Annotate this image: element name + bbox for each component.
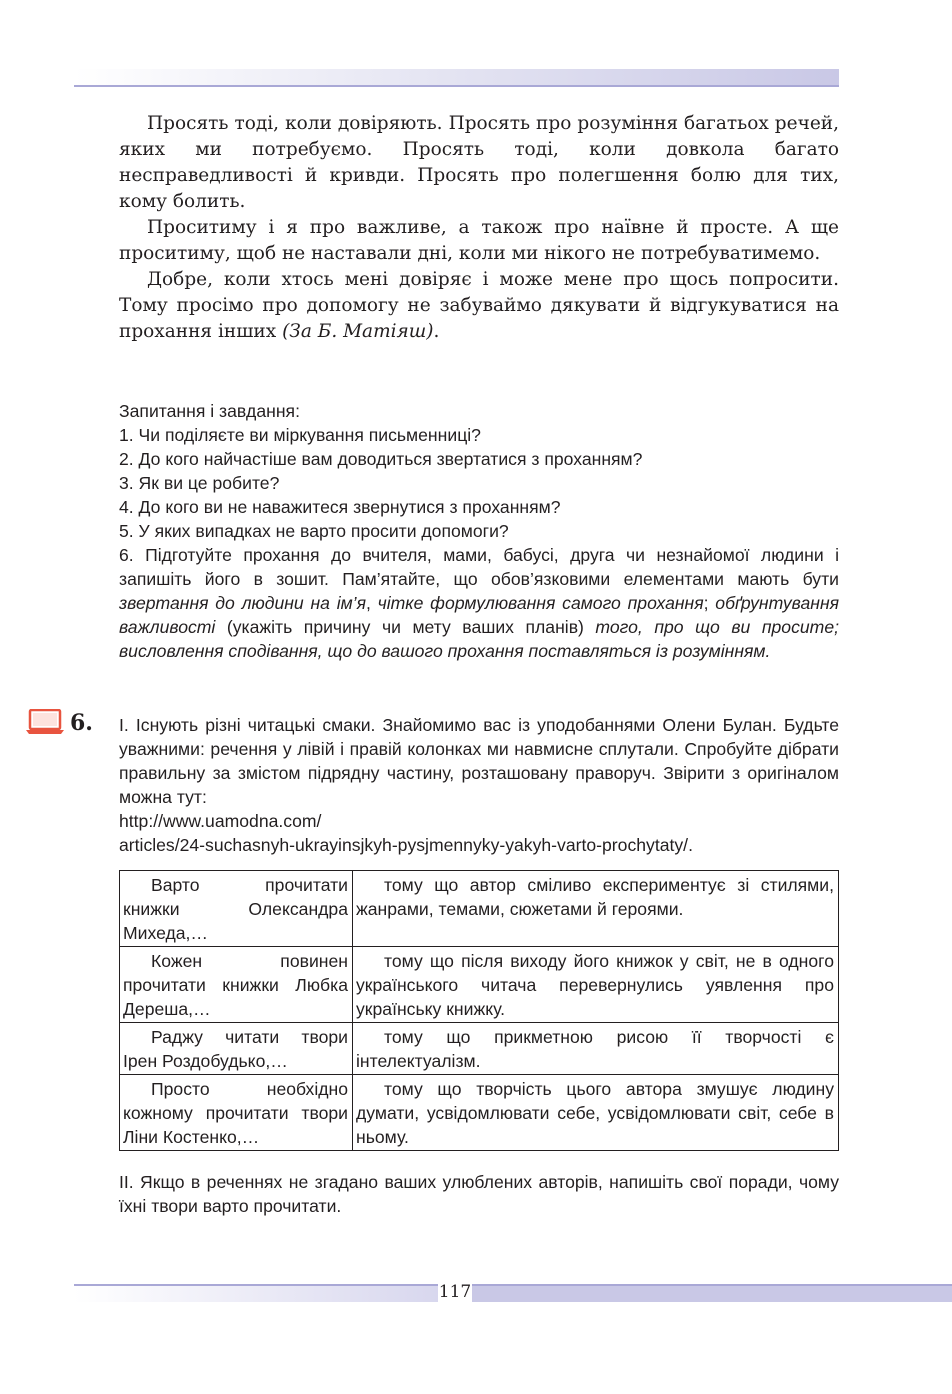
task-part-2: ІІ. Якщо в реченнях не згадано ваших улюблених авторів, напишіть свої поради, чому їхні твори варто прочитати. (119, 1172, 839, 1216)
table-cell-left: Раджу читати твори Ірен Роздобудько,… (120, 1023, 353, 1075)
question-item: 5. У яких випадках не варто просити допомоги? (119, 521, 509, 541)
q6-emph-f: обґрунтування важливості (119, 593, 840, 637)
table-cell-left: Кожен повинен прочитати книжки Любка Дереша,… (120, 947, 353, 1023)
reading-paragraph-1: Просять тоді, коли довіряють. Просять про розуміння багатьох речей, яких ми потребуємо. Просять тоді, коли довкола багато несправедливості й кривди. Просять про полегшення болю для тих, кому болить. (119, 113, 839, 212)
table-cell-right: тому що автор сміливо експериментує зі стилями, жанрами, темами, сюжетами й героями. (353, 871, 839, 947)
q6-text-g: (укажіть причину чи мету ваших планів) (215, 617, 596, 637)
table-row (120, 871, 839, 947)
task-number: 6. (70, 710, 93, 736)
questions-block (119, 399, 839, 663)
q6-emph-h: того, про що ви просите; висловлення сподівання, що до вашого прохання поставляться із розумінням. (119, 617, 839, 661)
reading-paragraph-2: Проситиму і я про важливе, а також про наївне й просте. А ще проситиму, щоб не наставали дні, коли ми нікого не потребуватимемо. (119, 217, 839, 264)
question-item-6 (119, 543, 839, 663)
table-row (120, 1023, 839, 1075)
question-item: 2. До кого найчастіше вам доводиться звертатися з проханням? (119, 449, 643, 469)
header-decor-bar (74, 69, 839, 87)
reading-source: (За Б. Матіяш) (282, 321, 434, 342)
reading-end: . (433, 321, 440, 342)
table-cell-right: тому що після виходу його книжок у світ, не в одного українського читача перевернулись уявлення про українську книжку. (353, 947, 839, 1023)
q6-text-a: 6. Підготуйте прохання до вчителя, мами, бабусі, друга чи незнайомої людини і запишіть його в зошит. Пам’ятайте, що обов’язковими елементами мають бути (119, 545, 839, 589)
laptop-icon (25, 709, 65, 735)
questions-heading: Запитання і завдання: (119, 401, 300, 421)
question-item: 4. До кого ви не наважитеся звернутися з проханням? (119, 497, 561, 517)
question-item: 3. Як ви це робите? (119, 473, 280, 493)
table-row (120, 947, 839, 1023)
reading-text (119, 111, 839, 345)
task-link-line-2[interactable]: articles/24-suchasnyh-ukrayinsjkyh-pysjmennyky-yakyh-varto-prochytaty/. (119, 835, 693, 855)
q6-text-e: ; (703, 593, 716, 613)
q6-text-c: , (365, 593, 378, 613)
table-row (120, 1075, 839, 1151)
reading-paragraph-3 (119, 267, 839, 345)
footer-decor-bar-left (74, 1284, 438, 1302)
question-item: 1. Чи поділяєте ви міркування письменниці? (119, 425, 481, 445)
table-cell-left: Варто прочитати книжки Олександра Михеда,… (120, 871, 353, 947)
table-cell-left: Просто необхідно кожному прочитати твори Ліни Костенко,… (120, 1075, 353, 1151)
q6-emph-d: чітке формулювання самого прохання (377, 593, 704, 613)
footer-decor-bar-right (472, 1284, 952, 1302)
page-number: 117 (438, 1282, 472, 1302)
task-link-line-1[interactable]: http://www.uamodna.com/ (119, 811, 322, 831)
reading-paragraph-3-text: Добре, коли хтось мені довіряє і може мене про щось попросити. Тому просімо про допомогу не забуваймо дякувати й відгукуватися на прохання інших (119, 269, 839, 342)
q6-emph-b: звертання до людини на ім’я (119, 593, 366, 613)
table-cell-right: тому що творчість цього автора змушує людину думати, усвідомлювати себе, усвідомлювати світ, себе в ньому. (353, 1075, 839, 1151)
table-cell-right: тому що прикметною рисою її творчості є інтелектуалізм. (353, 1023, 839, 1075)
matching-table (119, 870, 839, 1151)
task-intro: І. Існують різні читацькі смаки. Знайомимо вас із уподобаннями Олени Булан. Будьте уважними: речення у лівій і правій колонках ми навмисне сплутали. Спробуйте дібрати правильну за змістом підрядну частину, розташовану праворуч. Звірити з оригіналом можна тут: (119, 715, 839, 807)
task-block (119, 713, 839, 857)
